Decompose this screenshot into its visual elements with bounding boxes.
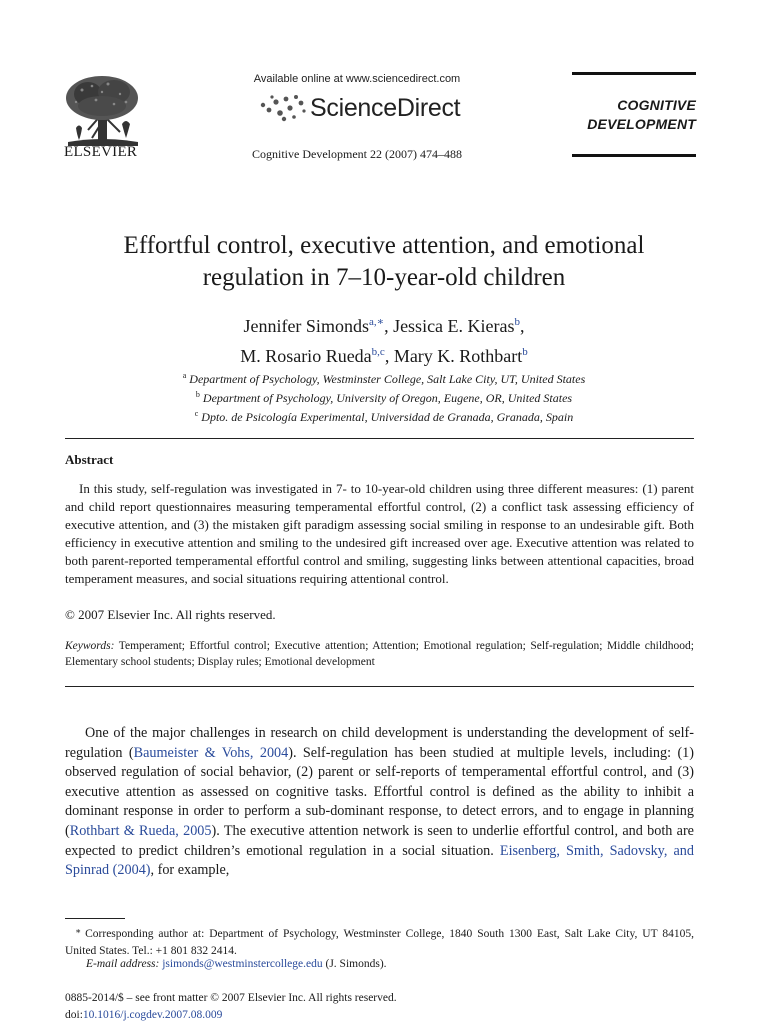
paper-title: [60, 230, 708, 294]
paper-title-line-1: Effortful control, executive attention, and emotional: [123, 232, 645, 259]
journal-rule-bottom: [572, 154, 696, 157]
author-affiliation-mark[interactable]: b: [514, 316, 521, 328]
paper-title-line-2: regulation in 7–10-year-old children: [202, 264, 566, 291]
journal-name: [572, 96, 696, 134]
email-line: [86, 958, 387, 970]
divider-rule: [65, 438, 694, 439]
author-separator: ,: [384, 316, 394, 336]
sciencedirect-logo[interactable]: [258, 90, 460, 126]
doi-prefix: doi:: [65, 1009, 83, 1021]
front-matter-line: 0885-2014/$ – see front matter © 2007 Elsevier Inc. All rights reserved.: [65, 992, 397, 1004]
affiliation-mark: b: [195, 390, 200, 399]
email-link[interactable]: jsimonds@westminstercollege.edu: [162, 958, 323, 970]
abstract-heading: Abstract: [65, 452, 114, 467]
keywords-label: Keywords:: [65, 640, 115, 652]
journal-citation: Cognitive Development 22 (2007) 474–488: [252, 147, 462, 161]
author-line-1: [60, 309, 708, 339]
abstract-copyright: © 2007 Elsevier Inc. All rights reserved.: [65, 607, 276, 622]
keywords: [65, 638, 694, 670]
email-label: E-mail address:: [86, 958, 160, 970]
author-affiliation-mark[interactable]: a,∗: [368, 316, 385, 328]
body-text-segment: One of the major challenges in research on child development is understanding the development of self-regulation (: [65, 725, 694, 761]
affiliation-list: [60, 368, 708, 425]
author-affiliation-mark[interactable]: b: [522, 346, 528, 358]
affiliation-item: [60, 368, 708, 387]
email-suffix: (J. Simonds).: [322, 958, 387, 970]
body-paragraph: [65, 724, 694, 881]
author-affiliation-mark[interactable]: b,c: [371, 346, 385, 358]
body-text-segment: ). Self-regulation has been studied at multiple levels, including: (1) observed regulation of social behavior, (2) parent or self-reports of temperamental effortful control, and (3) executive attention as assessed on cognitive tasks. Effortful control is defined as the ability to inhibit a dominant response in order to perform a sub-dominant response, to detect errors, and to engage in planning (: [65, 744, 694, 839]
affiliation-text: Dpto. de Psicología Experimental, Universidad de Granada, Granada, Spain: [201, 410, 574, 424]
footnote-mark: ∗: [75, 926, 82, 936]
journal-rule-top: [572, 72, 696, 75]
citation-link[interactable]: Eisenberg, Smith, Sadovsky, and Spinrad (2004): [65, 842, 694, 879]
corresponding-author-footnote: [65, 923, 694, 960]
available-online-text: Available online at www.sciencedirect.com: [253, 73, 461, 85]
author-line-2: [60, 339, 708, 369]
body-text-segment: ). The executive attention network is seen to underlie effortful control, and both are expected to predict children’s emotional regulation in a social situation.: [65, 822, 694, 859]
affiliation-mark: c: [194, 409, 199, 418]
citation-link[interactable]: Rothbart & Rueda, 2005: [69, 822, 212, 839]
affiliation-mark: a: [182, 371, 187, 380]
abstract-body: In this study, self-regulation was investigated in 7- to 10-year-old children using three different measures: (1) parent and child report questionnaires measuring temperamental effortful control, (2) a conflict task assessing efficiency of executive attention, and (3) the mistaken gift paradigm assessing social smiling in response to an undesirable gift. Both efficiency in executive attention and smiling to the undesired gift increased over age. Executive attention was related to both parent-reported temperamental effortful control and smiling, suggesting links between attentional capacities, broad temperament measures, and social situations requiring attentional control.: [65, 481, 694, 586]
citation-link[interactable]: Baumeister & Vohs, 2004: [133, 744, 289, 761]
affiliation-item: [60, 387, 708, 406]
author-name[interactable]: M. Rosario Rueda: [240, 346, 372, 366]
author-separator: ,: [384, 346, 394, 366]
keywords-list: Temperament; Effortful control; Executive attention; Attention; Emotional regulation; Self-regulation; Middle childhood; Elementary school students; Display rules; Emotional development: [65, 640, 694, 668]
doi-line: [65, 1009, 222, 1021]
affiliation-text: Department of Psychology, Westminster College, Salt Lake City, UT, United States: [189, 372, 586, 386]
sciencedirect-name: ScienceDirect: [310, 93, 461, 122]
divider-rule: [65, 686, 694, 687]
publisher-name: ELSEVIER: [64, 144, 138, 160]
sciencedirect-dots-icon: [258, 91, 308, 125]
doi-link[interactable]: 10.1016/j.cogdev.2007.08.009: [82, 1009, 223, 1021]
footnote-text: Corresponding author at: Department of Psychology, Westminster College, 1840 South 1300 East, Salt Lake City, UT 84105, United States. Tel.: +1 801 832 2414.: [65, 928, 694, 957]
body-text-segment: , for example,: [150, 862, 230, 879]
author-name[interactable]: Jessica E. Kieras: [393, 316, 515, 336]
journal-name-line-2: DEVELOPMENT: [587, 116, 696, 132]
affiliation-text: Department of Psychology, University of Oregon, Eugene, OR, United States: [202, 391, 573, 405]
author-name[interactable]: Mary K. Rothbart: [393, 346, 523, 366]
author-name[interactable]: Jennifer Simonds: [243, 316, 369, 336]
footnote-rule: [65, 918, 125, 919]
author-list: [60, 309, 708, 369]
author-separator: ,: [520, 316, 525, 336]
journal-name-line-1: COGNITIVE: [617, 97, 696, 113]
affiliation-item: [60, 406, 708, 425]
